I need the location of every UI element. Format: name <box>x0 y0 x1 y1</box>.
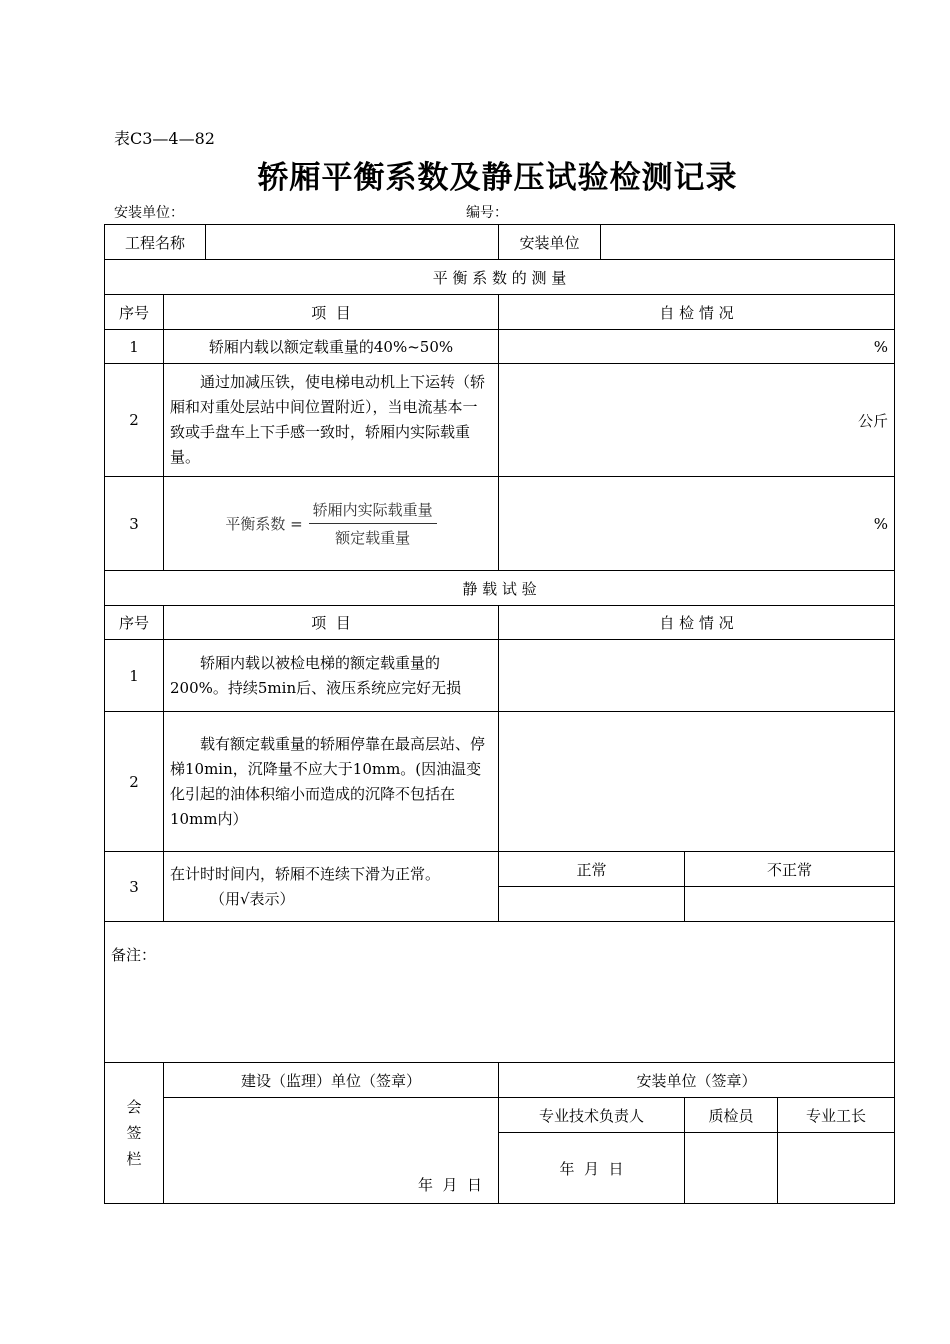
install-sign-date: 年 月 日 <box>559 1159 624 1178</box>
static-section-title: 静 载 试 验 <box>105 571 895 606</box>
balance-formula <box>170 499 492 548</box>
remarks-label: 备注： <box>111 946 157 964</box>
page-title: 轿厢平衡系数及静压试验检测记录 <box>257 160 738 196</box>
formula-denominator: 额定载重量 <box>335 529 411 547</box>
tech-lead-label: 专业技术负责人 <box>499 1098 685 1133</box>
unit-label: 公斤 <box>858 411 889 430</box>
col-item-header: 项 目 <box>164 606 499 640</box>
row-item: 载有额定载重量的轿厢停靠在最高层站、停梯10min，沉降量不应大于10mm。(因油温变化引起的油体积缩小而造成的沉降不包括在10mm内） <box>164 712 499 852</box>
abnormal-label: 不正常 <box>685 852 895 887</box>
row-item-line1: 在计时时间内，轿厢不连续下滑为正常。 <box>170 864 441 883</box>
row-no: 1 <box>105 640 164 712</box>
row-no: 1 <box>105 330 164 364</box>
unit-label: % <box>873 514 889 533</box>
row-no: 3 <box>105 477 164 571</box>
row-item <box>164 852 499 922</box>
row-check-field[interactable] <box>499 364 895 477</box>
row-item: 轿厢内载以被检电梯的额定载重量的200%。持续5min后、液压系统应完好无损 <box>164 640 499 712</box>
normal-check-field[interactable] <box>499 887 685 922</box>
static-section-row <box>105 571 895 606</box>
sign-role-row <box>105 1098 895 1133</box>
balance-row-2 <box>105 364 895 477</box>
unit-label: % <box>873 337 889 356</box>
formula-cell <box>164 477 499 571</box>
foreman-sign-field[interactable] <box>778 1133 895 1204</box>
construction-sign-field[interactable] <box>164 1098 499 1204</box>
row-no: 3 <box>105 852 164 922</box>
formula-fraction <box>309 499 437 548</box>
remarks-row <box>105 922 895 1063</box>
row-no: 2 <box>105 712 164 852</box>
balance-row-1 <box>105 330 895 364</box>
sign-header-row <box>105 1063 895 1098</box>
construction-unit-label: 建设（监理）单位（签章） <box>164 1063 499 1098</box>
install-unit-header-label: 安装单位： <box>114 205 184 221</box>
project-name-label: 工程名称 <box>105 225 206 260</box>
static-row-3a <box>105 852 895 887</box>
record-table <box>104 224 895 1204</box>
inspector-label: 质检员 <box>685 1098 778 1133</box>
formula-label: 平衡系数 = <box>225 515 303 533</box>
row-check-field[interactable] <box>499 477 895 571</box>
balance-section-title: 平 衡 系 数 的 测 量 <box>105 260 895 295</box>
sign-column-label <box>105 1063 164 1204</box>
row-check-field[interactable] <box>499 330 895 364</box>
formula-numerator: 轿厢内实际载重量 <box>309 499 437 524</box>
install-unit-sign-label: 安装单位（签章） <box>499 1063 895 1098</box>
foreman-label: 专业工长 <box>778 1098 895 1133</box>
row-check-field[interactable] <box>499 712 895 852</box>
remarks-field[interactable] <box>105 922 895 1063</box>
row-item: 轿厢内载以额定载重量的40%~50% <box>164 330 499 364</box>
install-unit-label: 安装单位 <box>499 225 601 260</box>
static-header-row <box>105 606 895 640</box>
project-name-field[interactable] <box>206 225 499 260</box>
static-row-1 <box>105 640 895 712</box>
normal-label: 正常 <box>499 852 685 887</box>
tech-lead-sign-field[interactable] <box>499 1133 685 1204</box>
row-check-field[interactable] <box>499 640 895 712</box>
balance-section-row <box>105 260 895 295</box>
balance-header-row <box>105 295 895 330</box>
install-unit-field[interactable] <box>601 225 895 260</box>
col-item-header: 项 目 <box>164 295 499 330</box>
col-check-header: 自 检 情 况 <box>499 295 895 330</box>
col-no-header: 序号 <box>105 295 164 330</box>
sign-column-text: 会签栏 <box>126 1098 142 1168</box>
project-row <box>105 225 895 260</box>
construction-sign-date: 年 月 日 <box>417 1176 483 1194</box>
static-row-2 <box>105 712 895 852</box>
number-header-label: 编号： <box>466 205 508 221</box>
form-code: 表C3—4—82 <box>114 129 215 148</box>
inspector-sign-field[interactable] <box>685 1133 778 1204</box>
col-no-header: 序号 <box>105 606 164 640</box>
col-check-header: 自 检 情 况 <box>499 606 895 640</box>
row-item-line2: （用√表示） <box>210 889 295 908</box>
row-item: 通过加减压铁，使电梯电动机上下运转（轿厢和对重处层站中间位置附近），当电流基本一致或手盘车上下手感一致时，轿厢内实际载重量。 <box>164 364 499 477</box>
abnormal-check-field[interactable] <box>685 887 895 922</box>
row-no: 2 <box>105 364 164 477</box>
balance-row-3 <box>105 477 895 571</box>
